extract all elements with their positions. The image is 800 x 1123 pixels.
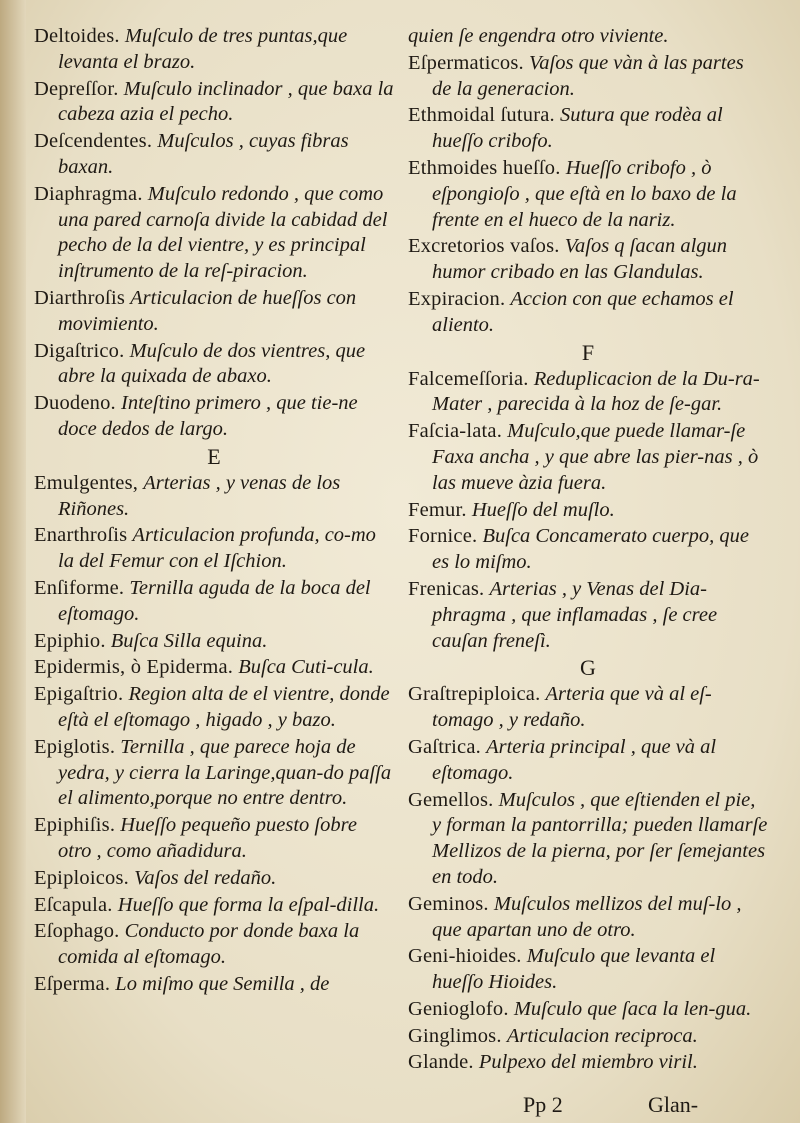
entry-definition: Vaſos q ſacan algun humor cribado en las Glandulas. [432, 235, 728, 284]
entry-term: Epiglotis. [34, 735, 116, 758]
glossary-entry [408, 682, 768, 734]
glossary-entry [34, 682, 394, 734]
left-column [34, 24, 394, 999]
glossary-entry [34, 182, 394, 285]
entry-definition: Muſculo,que puede llamar-ſe Faxa ancha , y que abre las pier-nas , ò las mueve àzia fuera. [432, 420, 759, 494]
entry-definition: Arterias , y Venas del Dia-phragma , que inflamadas , ſe cree cauſan freneſì. [432, 577, 718, 652]
entry-definition: Hueſſo del muſlo. [471, 498, 615, 521]
entry-definition: Muſculos , que eſtienden el pie, y forman la pantorrilla; pueden llamarſe Mellizos de la pierna, por ſer ſemejantes en todo. [432, 788, 768, 888]
entry-definition: Vaſos del redaño. [134, 866, 277, 889]
glossary-entry [408, 24, 768, 50]
entry-term: Falcemeſſoria. [408, 367, 529, 390]
glossary-entry [408, 997, 768, 1023]
entry-term: Digaſtrico. [34, 339, 125, 362]
glossary-entry [34, 77, 394, 129]
entry-term: Enarthroſis [34, 524, 128, 547]
right-column [408, 24, 768, 1077]
glossary-entry [408, 103, 768, 155]
entry-definition: Muſculos , cuyas fibras baxan. [58, 130, 349, 178]
glossary-entry [408, 1050, 768, 1076]
entry-term: Diaphragma. [34, 182, 143, 205]
entry-term: Epiphio. [34, 629, 106, 652]
entry-definition: Lo miſmo que Semilla , de [115, 972, 330, 995]
glossary-entry [34, 391, 394, 443]
entry-term: Epiploicos. [34, 866, 130, 889]
entry-term: Epiphiſis. [34, 814, 116, 837]
entry-term: Expiracion. [408, 287, 506, 310]
entry-term: Depreſſor. [34, 77, 119, 100]
glossary-entry [408, 577, 768, 654]
glossary-entry [34, 286, 394, 338]
entry-definition: Vaſos que vàn à las partes de la generacion. [432, 51, 744, 100]
glossary-entry [408, 287, 768, 339]
signature-mark: Pp 2 [523, 1092, 563, 1117]
entry-definition: Buſca Silla equina. [110, 629, 268, 652]
glossary-entry [34, 655, 394, 681]
glossary-entry [34, 576, 394, 628]
entry-term: Eſperma. [34, 972, 111, 995]
entry-term: Genioglofo. [408, 997, 509, 1020]
glossary-entry [408, 892, 768, 944]
entry-definition: Muſculo que ſaca la len-gua. [513, 997, 752, 1020]
glossary-entry [34, 972, 394, 998]
entry-definition: Arterias , y venas de los Riñones. [58, 471, 341, 520]
entry-definition: Articulacion reciproca. [506, 1024, 698, 1047]
entry-definition: Pulpexo del miembro viril. [478, 1051, 698, 1074]
glossary-entry [408, 419, 768, 496]
glossary-entry [34, 629, 394, 655]
section-letter: E [207, 443, 221, 469]
entry-definition: Buſca Cuti-cula. [238, 656, 374, 679]
entry-definition: Hueſſo que forma la eſpal-dilla. [117, 893, 380, 916]
entry-definition: Conducto por donde baxa la comida al eſtomago. [58, 920, 360, 969]
entry-definition: Accion con que echamos el aliento. [432, 287, 734, 336]
glossary-entry [34, 813, 394, 865]
entry-definition: Reduplicacion de la Du-ra-Mater , parecida à la hoz de ſe-gar. [432, 367, 760, 416]
glossary-entry [408, 156, 768, 233]
entry-definition: Muſculo redondo , que como una pared carnoſa divide la cabidad del pecho de la del vientre, y es principal inſtrumento de la reſ-piracion. [58, 182, 388, 283]
glossary-entry [408, 944, 768, 996]
page-edge [0, 0, 26, 1123]
glossary-entry [408, 51, 768, 103]
entry-term: Ethmoidal ſutura. [408, 104, 555, 127]
entry-term: Ginglimos. [408, 1024, 502, 1047]
glossary-entry [34, 919, 394, 971]
glossary-entry [34, 129, 394, 181]
glossary-entry [34, 339, 394, 391]
entry-definition: Muſculos mellizos del muſ-lo , que apartan uno de otro. [432, 892, 742, 941]
entry-definition: Buſca Concamerato cuerpo, que es lo miſmo. [432, 525, 749, 574]
entry-term: Glande. [408, 1051, 474, 1074]
entry-definition: Hueſſo pequeño puesto ſobre otro , como añadidura. [58, 814, 357, 862]
glossary-entry [408, 788, 768, 891]
entry-term: Diarthroſis [34, 286, 126, 309]
entry-term: Frenicas. [408, 577, 485, 600]
glossary-entry [34, 24, 394, 76]
entry-definition: Sutura que rodèa al hueſſo cribofo. [432, 104, 723, 153]
section-letter: G [580, 655, 596, 681]
entry-definition: Muſculo que levanta el hueſſo Hioides. [432, 945, 716, 994]
entry-definition: Arteria principal , que và al eſtomago. [432, 735, 717, 784]
entry-term: Epidermis, ò Epiderma. [34, 656, 234, 679]
entry-definition: Arteria que và al eſ-tomago , y redaño. [432, 683, 712, 732]
entry-term: Gemellos. [408, 788, 494, 811]
entry-term: Duodeno. [34, 392, 116, 415]
entry-term: Fornice. [408, 525, 478, 548]
entry-term: Geni-hioides. [408, 945, 522, 968]
entry-term: Deltoides. [34, 25, 120, 47]
entry-definition: quien ſe engendra otro viviente. [408, 25, 669, 47]
glossary-entry [408, 498, 768, 524]
entry-definition: Muſculo inclinador , que baxa la cabeza azia el pecho. [58, 77, 394, 126]
entry-definition: Ternilla aguda de la boca del eſtomago. [58, 576, 371, 625]
entry-term: Eſophago. [34, 920, 120, 943]
entry-term: Enſiforme. [34, 576, 125, 599]
entry-term: Faſcia-lata. [408, 420, 503, 443]
glossary-entry [34, 523, 394, 575]
glossary-entry [408, 234, 768, 286]
glossary-entry [408, 524, 768, 576]
entry-definition: Region alta de el vientre, donde eſtà el eſtomago , higado , y bazo. [58, 683, 390, 731]
entry-term: Emulgentes, [34, 471, 139, 494]
glossary-entry [34, 735, 394, 812]
entry-definition: Muſculo de dos vientres, que abre la quixada de abaxo. [58, 339, 366, 388]
glossary-entry [34, 471, 394, 523]
entry-term: Ethmoides hueſſo. [408, 156, 561, 179]
entry-term: Eſpermaticos. [408, 51, 524, 74]
glossary-entry [34, 893, 394, 919]
entry-term: Graſtrepiploica. [408, 683, 541, 706]
entry-definition: Muſculo de tres puntas,que levanta el brazo. [58, 25, 348, 73]
entry-term: Deſcendentes. [34, 130, 153, 153]
section-letter: F [581, 339, 595, 365]
entry-definition: Articulacion de hueſſos con movimiento. [58, 286, 357, 335]
entry-definition: Hueſſo cribofo , ò eſpongioſo , que eſtà en lo baxo de la frente en el hueco de la nariz. [432, 156, 737, 231]
entry-term: Eſcapula. [34, 893, 113, 916]
glossary-entry [408, 735, 768, 787]
catchword: Glan- [648, 1092, 699, 1117]
entry-term: Excretorios vaſos. [408, 235, 560, 258]
entry-term: Epigaſtrio. [34, 683, 124, 706]
entry-definition: Articulacion profunda, co-mo la del Femur con el Iſchion. [58, 524, 376, 573]
glossary-entry [408, 1024, 768, 1050]
glossary-entry [34, 866, 394, 892]
entry-term: Femur. [408, 498, 467, 521]
glossary-entry [408, 367, 768, 419]
entry-definition: Inteſtino primero , que tie-ne doce dedos de largo. [58, 392, 358, 440]
entry-term: Gaſtrica. [408, 735, 481, 758]
entry-definition: Ternilla , que parece hoja de yedra, y cierra la Laringe,quan-do paſſa el alimento,porque no entre dentro. [58, 735, 392, 810]
entry-term: Geminos. [408, 892, 489, 915]
